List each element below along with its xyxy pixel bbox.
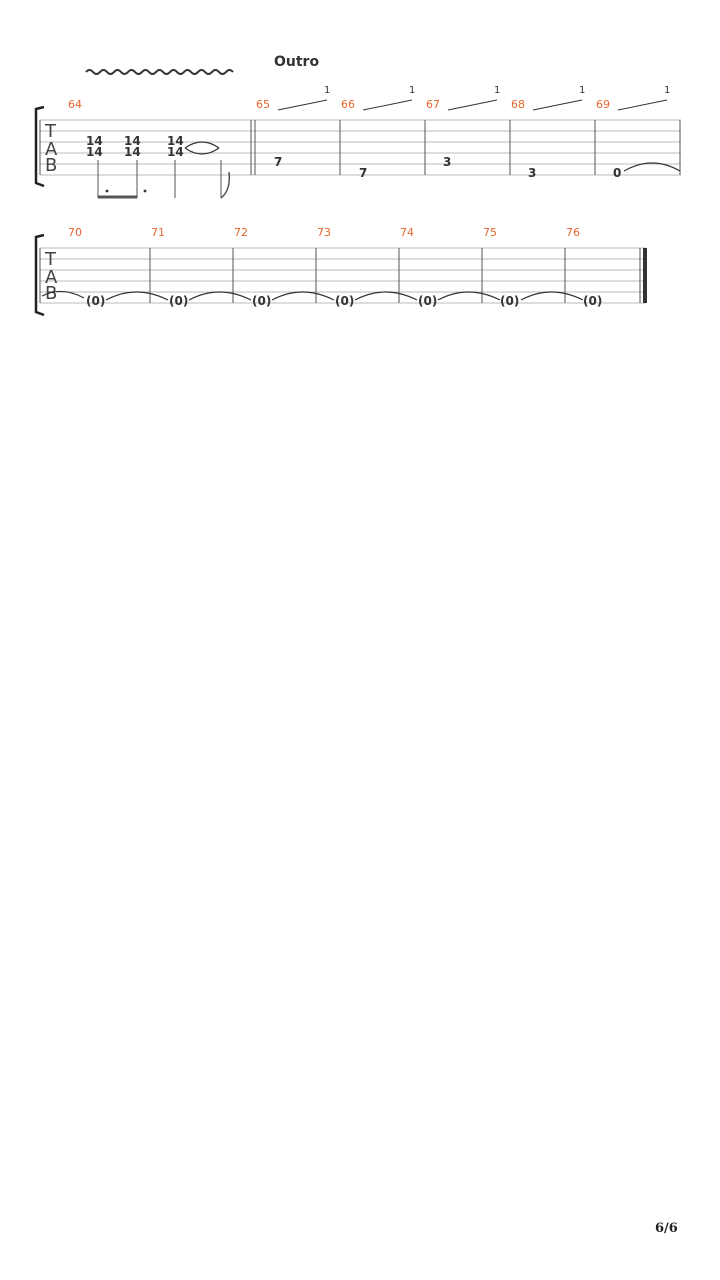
tied-note: (0) bbox=[500, 294, 520, 308]
fret-number: 14 bbox=[124, 134, 141, 148]
rhythm-dot bbox=[144, 190, 147, 193]
fret-number: 7 bbox=[274, 155, 283, 169]
measure-number: 75 bbox=[483, 226, 497, 239]
bend-value: 1 bbox=[324, 85, 331, 96]
tied-note: (0) bbox=[252, 294, 272, 308]
bend-value: 1 bbox=[494, 85, 501, 96]
tied-note: (0) bbox=[335, 294, 355, 308]
fret-number: 14 bbox=[124, 145, 141, 159]
measure-number: 64 bbox=[68, 98, 82, 111]
measure-number: 71 bbox=[151, 226, 165, 239]
tied-note: (0) bbox=[86, 294, 106, 308]
slur-mark bbox=[185, 142, 219, 154]
tab-clef-b: B bbox=[45, 283, 58, 304]
measure-number: 76 bbox=[566, 226, 580, 239]
final-barline bbox=[643, 248, 647, 303]
tab-clef-t: T bbox=[45, 121, 56, 142]
fret-number: 0 bbox=[613, 166, 622, 180]
fret-number: 3 bbox=[443, 155, 452, 169]
bend-value: 1 bbox=[409, 85, 416, 96]
fret-number: 7 bbox=[359, 166, 368, 180]
fret-number: 14 bbox=[86, 134, 103, 148]
measure-number: 66 bbox=[341, 98, 355, 111]
tab-clef-a: A bbox=[45, 139, 58, 160]
section-title: Outro bbox=[274, 54, 320, 70]
tab-clef-t: T bbox=[45, 249, 56, 270]
bend-value: 1 bbox=[579, 85, 586, 96]
measure-number: 72 bbox=[234, 226, 248, 239]
rhythm-dot bbox=[106, 190, 109, 193]
rhythm-notation bbox=[98, 160, 229, 198]
tab-clef-b: B bbox=[45, 155, 58, 176]
fret-number: 3 bbox=[528, 166, 537, 180]
measure-number: 73 bbox=[317, 226, 331, 239]
vibrato-wavy-line bbox=[86, 70, 233, 74]
tab-system-1 bbox=[0, 0, 720, 210]
tied-note: (0) bbox=[418, 294, 438, 308]
measure-number: 69 bbox=[596, 98, 610, 111]
fret-number: 14 bbox=[167, 134, 184, 148]
tied-note: (0) bbox=[169, 294, 189, 308]
measure-number: 74 bbox=[400, 226, 414, 239]
page-number: 6/6 bbox=[655, 1221, 678, 1236]
fret-number: 14 bbox=[86, 145, 103, 159]
bend-value: 1 bbox=[664, 85, 671, 96]
measure-number: 65 bbox=[256, 98, 270, 111]
measure-number: 68 bbox=[511, 98, 525, 111]
measure-number: 70 bbox=[68, 226, 82, 239]
tab-clef-a: A bbox=[45, 267, 58, 288]
fret-number: 14 bbox=[167, 145, 184, 159]
measure-number: 67 bbox=[426, 98, 440, 111]
tab-system-2 bbox=[0, 220, 720, 330]
tied-note: (0) bbox=[583, 294, 603, 308]
